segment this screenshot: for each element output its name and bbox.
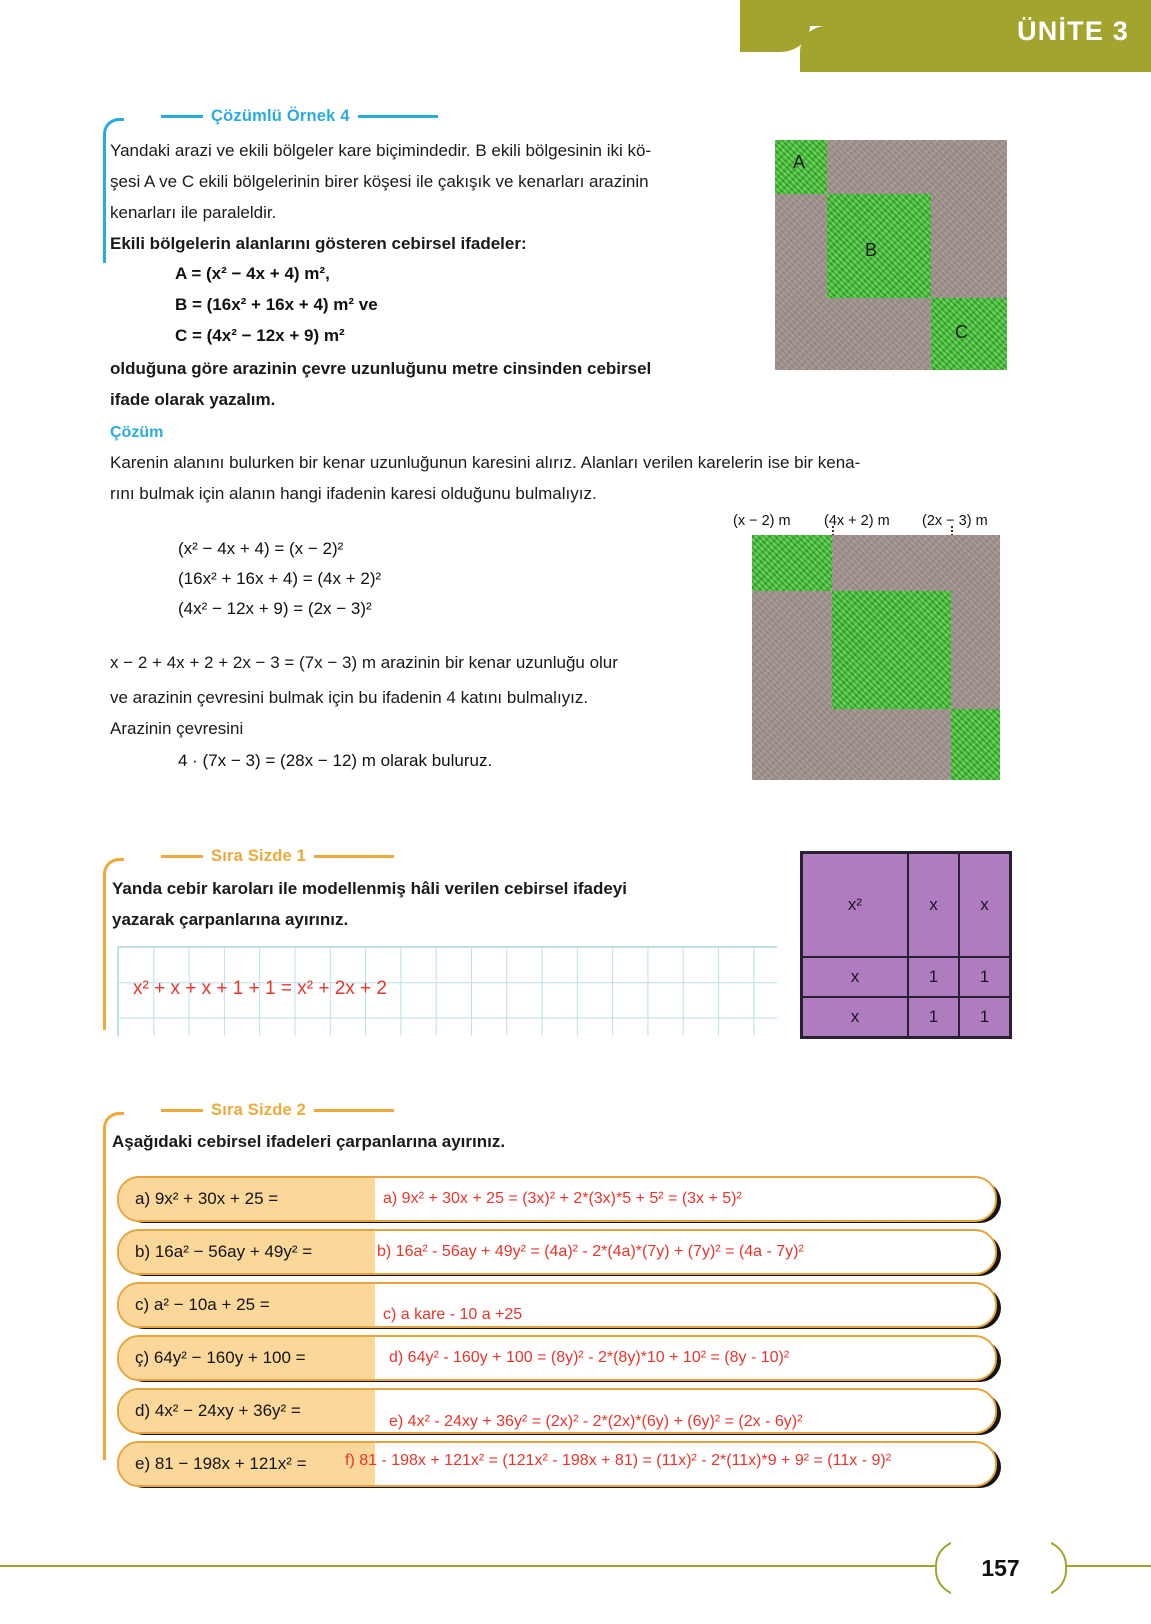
- sira-sizde-2-title: Sıra Sizde 2: [211, 1101, 307, 1119]
- answer-f: f) 81 - 198x + 121x² = (121x² - 198x + 81) = (11x)² - 2*(11x)*9 + 9² = (11x - 9)²: [345, 1452, 892, 1469]
- tile-r3c2: 1: [908, 997, 959, 1037]
- plot-a-2: [752, 535, 832, 591]
- exercise-row-e[interactable]: [117, 1388, 997, 1430]
- solution-line-3: x − 2 + 4x + 2 + 2x − 3 = (7x − 3) m arazinin bir kenar uzunluğu olur: [110, 653, 618, 672]
- bold-tail-2: ifade olarak yazalım.: [110, 390, 276, 409]
- land-figure-2: [752, 535, 1000, 780]
- sira2-dash-right: [314, 1109, 394, 1112]
- algebra-tiles-grid: [800, 851, 1012, 1039]
- intro-line-3: kenarları ile paraleldir.: [110, 203, 277, 222]
- solution-equation-2: (16x² + 16x + 4) = (4x + 2)²: [178, 569, 382, 588]
- sira2-prompt: Aşağıdaki cebirsel ifadeleri çarpanlarına ayırınız.: [112, 1132, 506, 1151]
- equation-a: A = (x² − 4x + 4) m²,: [175, 264, 330, 283]
- sira1-dash-left: [161, 855, 203, 858]
- plot-label-b: B: [865, 240, 878, 260]
- sira2-dash-left: [161, 1109, 203, 1112]
- callout-header: [161, 107, 438, 126]
- question-f: e) 81 − 198x + 121x² =: [119, 1443, 375, 1485]
- pill-e[interactable]: [117, 1388, 997, 1434]
- solution-equation-4: 4 · (7x − 3) = (28x − 12) m olarak buluruz.: [178, 751, 493, 770]
- tile-r1c3: x: [959, 853, 1010, 957]
- answer-c: c) a kare - 10 a +25: [383, 1306, 523, 1323]
- pill-a[interactable]: [117, 1176, 997, 1222]
- equation-b: B = (16x² + 16x + 4) m² ve: [175, 295, 378, 314]
- answer-a: a) 9x² + 30x + 25 = (3x)² + 2*(3x)*5 + 5² = (3x + 5)²: [383, 1190, 742, 1207]
- solution-line-4: ve arazinin çevresini bulmak için bu ifadenin 4 katını bulmalıyız.: [110, 688, 589, 707]
- pill-d[interactable]: [117, 1335, 997, 1381]
- question-d: ç) 64y² − 160y + 100 =: [119, 1337, 375, 1379]
- tile-r2c3: 1: [959, 957, 1010, 997]
- solution-line-5: Arazinin çevresini: [110, 719, 244, 738]
- sira1-prompt-line-1: Yanda cebir karoları ile modellenmiş hâli verilen cebirsel ifadeyi: [112, 879, 627, 898]
- plot-b-2: [832, 591, 951, 709]
- pill-c[interactable]: [117, 1282, 997, 1328]
- tile-r3c1: x: [802, 997, 908, 1037]
- exercise-row-b[interactable]: [117, 1229, 997, 1271]
- dim-label-3: (2x − 3) m: [922, 513, 988, 529]
- answer-b: b) 16a² - 56ay + 49y² = (4a)² - 2*(4a)*(7y) + (7y)² = (4a - 7y)²: [377, 1243, 804, 1260]
- header-dash-right: [358, 115, 438, 118]
- capsule-mask-top: [951, 1539, 1051, 1545]
- question-a: a) 9x² + 30x + 25 =: [119, 1178, 375, 1220]
- solution-line-2: rını bulmak için alanın hangi ifadenin karesi olduğunu bulmalıyız.: [110, 484, 597, 503]
- bold-tail-1: olduğuna göre arazinin çevre uzunluğunu metre cinsinden cebirsel: [110, 359, 652, 378]
- plot-c-2: [951, 709, 1000, 780]
- sira-sizde-1-title: Sıra Sizde 1: [211, 847, 307, 865]
- land-figure-1: [775, 140, 1007, 370]
- question-c: c) a² − 10a + 25 =: [119, 1284, 375, 1326]
- tile-r1c2: x: [908, 853, 959, 957]
- intro-line-1: Yandaki arazi ve ekili bölgeler kare biçimindedir. B ekili bölgesinin iki kö-: [110, 141, 652, 160]
- equation-c: C = (4x² − 12x + 9) m²: [175, 326, 345, 345]
- solution-heading: Çözüm: [110, 424, 164, 441]
- bold-lead: Ekili bölgelerin alanlarını gösteren cebirsel ifadeler:: [110, 234, 527, 253]
- tile-r2c1: x: [802, 957, 908, 997]
- capsule-mask-bottom: [951, 1591, 1051, 1597]
- page-number: 157: [981, 1554, 1020, 1581]
- page-footer: [0, 1536, 1151, 1596]
- unit-label: ÜNİTE 3: [1017, 16, 1129, 46]
- solution-line-1: Karenin alanını bulurken bir kenar uzunluğunun karesini alırız. Alanları verilen karelerin ise bir kena-: [110, 453, 861, 472]
- solved-example-title: Çözümlü Örnek 4: [211, 107, 350, 125]
- exercise-row-a[interactable]: [117, 1176, 997, 1218]
- pill-b[interactable]: [117, 1229, 997, 1275]
- sira1-student-answer: x² + x + x + 1 + 1 = x² + 2x + 2: [133, 978, 387, 999]
- plot-label-a: A: [793, 152, 806, 172]
- solution-equation-1: (x² − 4x + 4) = (x − 2)²: [178, 539, 344, 558]
- plot-b: [827, 194, 931, 298]
- page-number-capsule: [935, 1540, 1067, 1596]
- sira1-prompt-line-2: yazarak çarpanlarına ayırınız.: [112, 910, 349, 929]
- answer-d: d) 64y² - 160y + 100 = (8y)² - 2*(8y)*10 + 10² = (8y - 10)²: [389, 1349, 790, 1366]
- question-b: b) 16a² − 56ay + 49y² =: [119, 1231, 375, 1273]
- sira1-header: [161, 847, 394, 866]
- sira2-header: [161, 1101, 394, 1120]
- exercise-row-f[interactable]: [117, 1441, 997, 1483]
- answer-e: e) 4x² - 24xy + 36y² = (2x)² - 2*(2x)*(6y) + (6y)² = (2x - 6y)²: [389, 1413, 803, 1430]
- dim-label-2: (4x + 2) m: [824, 513, 890, 529]
- plot-c: [931, 298, 1007, 370]
- tile-r3c3: 1: [959, 997, 1010, 1037]
- dim-label-1: (x − 2) m: [733, 513, 791, 529]
- header-dash-left: [161, 115, 203, 118]
- exercise-row-c[interactable]: [117, 1282, 997, 1324]
- question-e: d) 4x² − 24xy + 36y² =: [119, 1390, 375, 1432]
- exercise-row-d[interactable]: [117, 1335, 997, 1377]
- tile-x-squared: x²: [802, 853, 908, 957]
- solution-equation-3: (4x² − 12x + 9) = (2x − 3)²: [178, 599, 372, 618]
- plot-label-c: C: [955, 322, 968, 342]
- intro-line-2: şesi A ve C ekili bölgelerinin birer köşesi ile çakışık ve kenarları arazinin: [110, 172, 649, 191]
- sira1-dash-right: [314, 855, 394, 858]
- tile-r2c2: 1: [908, 957, 959, 997]
